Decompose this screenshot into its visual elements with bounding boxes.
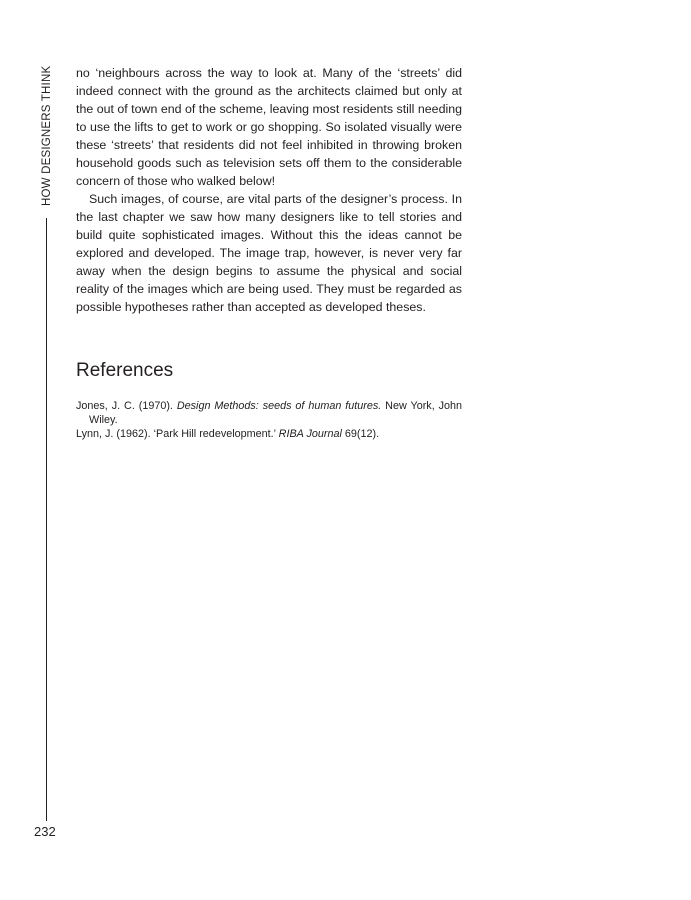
reference-publisher: New York, John Wiley. [89, 400, 463, 427]
reference-publisher: 69(12). [341, 428, 380, 441]
margin-rule [46, 218, 47, 821]
reference-title: RIBA Journal [278, 428, 342, 441]
reference-item [76, 399, 462, 427]
body-text [76, 64, 462, 316]
section-heading-references: References [76, 360, 174, 381]
reference-author: Lynn, J. (1962). ‘Park Hill redevelopment.’ [76, 428, 279, 441]
page-number: 232 [34, 824, 56, 839]
running-head: HOW DESIGNERS THINK [41, 65, 53, 206]
reference-title: Design Methods: seeds of human futures. [176, 400, 382, 412]
paragraph: Such images, of course, are vital parts of the designer’s process. In the last chapter we saw how many designers like to tell stories and build quite sophisticated images. Without this the ideas cannot be explored and developed. The image trap, however, is never very far away when the design begins to assume the physical and social reality of the images which are being used. They must be regarded as possible hypotheses rather than accepted as developed theses. [76, 192, 462, 314]
reference-author: Jones, J. C. (1970). [76, 400, 177, 412]
paragraph: no ‘neighbours across the way to look at. Many of the ‘streets’ did indeed connect with the ground as the architects claimed but only at the out of town end of the scheme, leaving most residents still needing to use the lifts to get to work or go shopping. So isolated visually were these ‘streets’ that residents did not feel inhibited in throwing broken household goods such as television sets off them to the considerable concern of those who walked below! [76, 66, 462, 188]
reference-item [76, 427, 462, 441]
reference-list [76, 399, 462, 442]
